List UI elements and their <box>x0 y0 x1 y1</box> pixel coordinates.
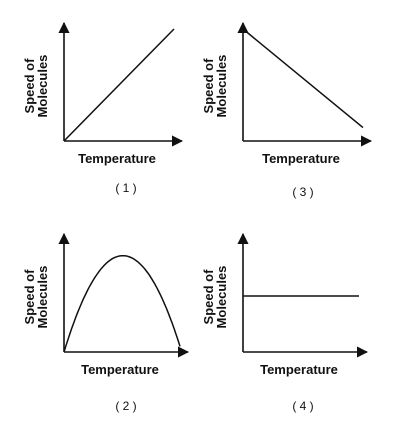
panel-label: ( 4 ) <box>292 399 314 413</box>
y-axis-title: Speed ofMolecules <box>201 265 229 329</box>
y-axis-title: Speed ofMolecules <box>22 265 50 329</box>
chart-panel-4 <box>201 234 367 413</box>
panel-label: ( 1 ) <box>115 181 137 195</box>
data-line <box>64 29 174 141</box>
chart-panel-3 <box>22 234 188 413</box>
y-axis-title: Speed ofMolecules <box>201 54 229 118</box>
data-line <box>243 29 363 128</box>
x-axis-title: Temperature <box>260 362 338 377</box>
y-axis-title: Speed ofMolecules <box>22 54 50 118</box>
x-axis-title: Temperature <box>78 151 156 166</box>
panel-label: ( 2 ) <box>115 399 137 413</box>
panel-label: ( 3 ) <box>292 185 314 199</box>
chart-panel-1 <box>22 23 182 195</box>
x-axis-title: Temperature <box>262 151 340 166</box>
x-axis-title: Temperature <box>81 362 159 377</box>
chart-panel-2 <box>201 23 371 199</box>
data-line <box>64 256 180 352</box>
